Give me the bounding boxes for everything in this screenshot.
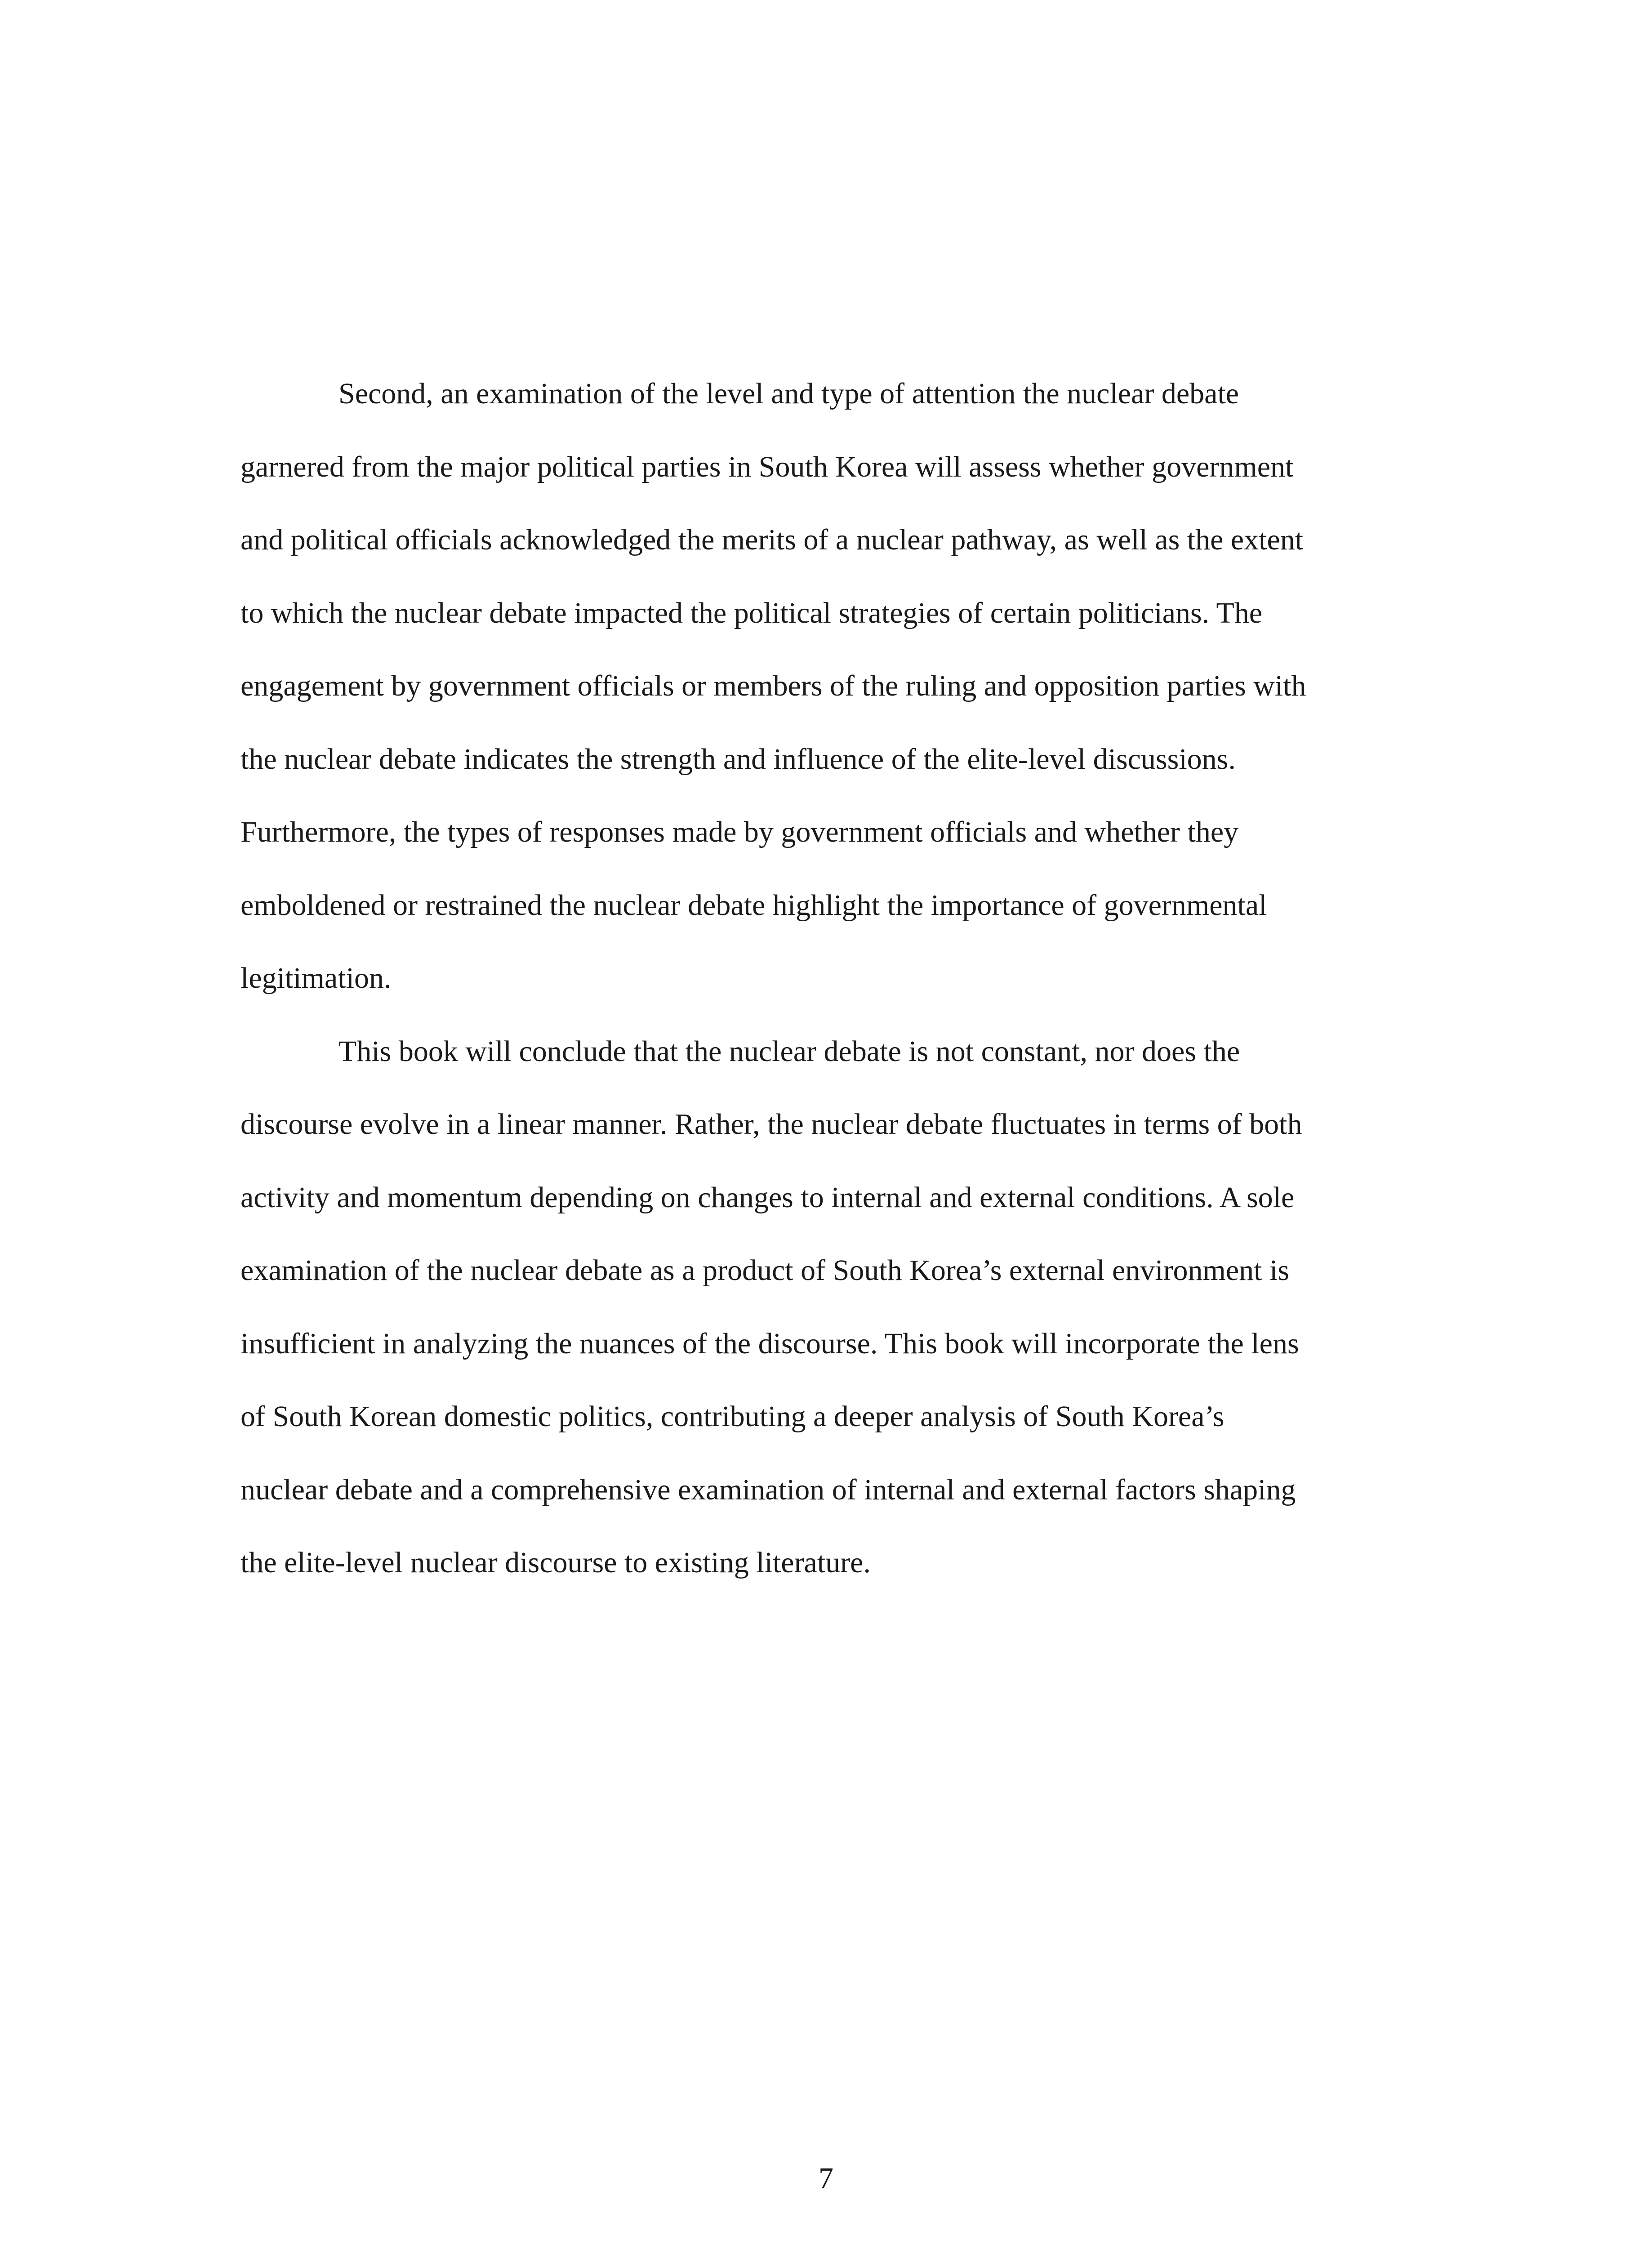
text-line: Second, an examination of the level and type of attention the nuclear debate <box>338 377 1239 410</box>
text-line: the elite-level nuclear discourse to existing literature. <box>240 1546 871 1579</box>
text-line: of South Korean domestic politics, contributing a deeper analysis of South Korea’s <box>240 1400 1225 1433</box>
text-line: emboldened or restrained the nuclear debate highlight the importance of governmental <box>240 888 1267 922</box>
text-line: discourse evolve in a linear manner. Rather, the nuclear debate fluctuates in terms of both <box>240 1108 1302 1141</box>
text-line: nuclear debate and a comprehensive examination of internal and external factors shaping <box>240 1473 1296 1506</box>
text-line: garnered from the major political parties in South Korea will assess whether government <box>240 450 1294 483</box>
paragraph-1 <box>240 357 1398 1015</box>
body-text <box>240 357 1398 1600</box>
text-line: and political officials acknowledged the merits of a nuclear pathway, as well as the extent <box>240 523 1304 556</box>
paragraph-2 <box>240 1015 1398 1600</box>
text-line: the nuclear debate indicates the strength and influence of the elite-level discussions. <box>240 742 1236 776</box>
text-line: to which the nuclear debate impacted the political strategies of certain politicians. The <box>240 596 1263 629</box>
text-line: This book will conclude that the nuclear debate is not constant, nor does the <box>338 1035 1240 1068</box>
text-line: legitimation. <box>240 962 392 995</box>
text-line: examination of the nuclear debate as a product of South Korea’s external environment is <box>240 1254 1290 1287</box>
text-line: Furthermore, the types of responses made by government officials and whether they <box>240 816 1239 848</box>
text-line: engagement by government officials or members of the ruling and opposition parties with <box>240 669 1306 702</box>
text-line: insufficient in analyzing the nuances of the discourse. This book will incorporate the lens <box>240 1327 1299 1360</box>
text-line: activity and momentum depending on changes to internal and external conditions. A sole <box>240 1181 1295 1214</box>
page-number: 7 <box>819 2162 833 2194</box>
